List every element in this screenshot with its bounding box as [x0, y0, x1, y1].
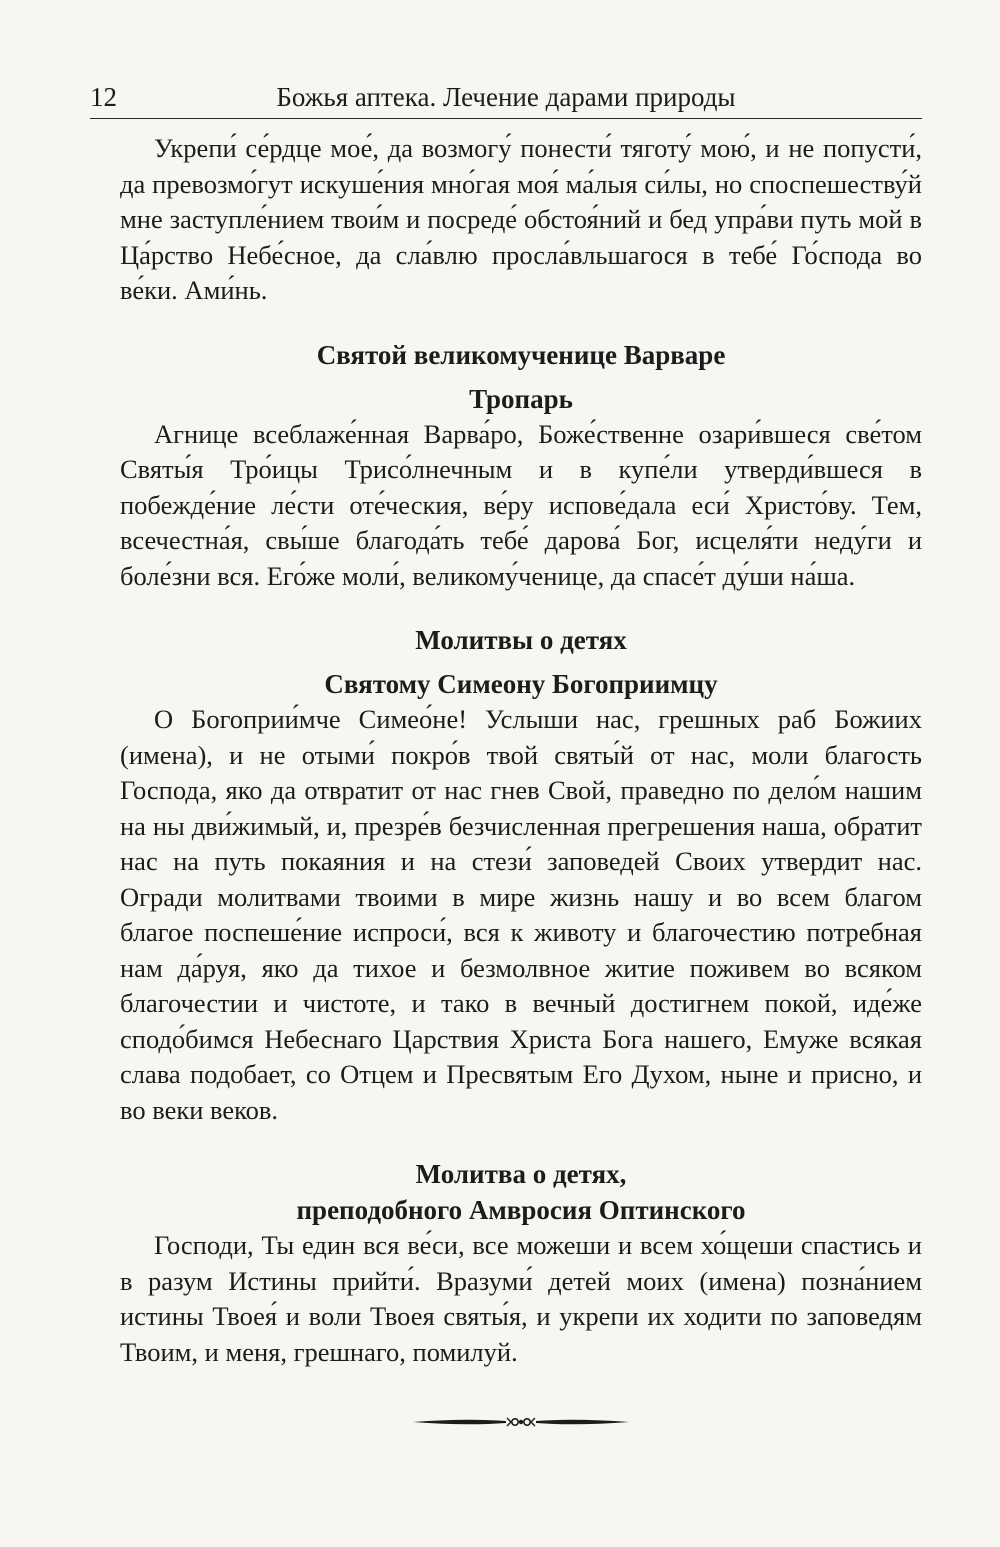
section-title-ambrose-line2: преподобного Амвросия Оптинского	[296, 1195, 746, 1225]
ambrose-prayer-paragraph: Господи, Ты един вся ве́си, все можеши и всем хо́щеши спастись и в разум Истины прийти́. Вразуми́ детей моих (имена) позна́нием истины Твоея́ и воли Твоея святы́я, и укрепи их ходити по заповедям Твоим, и меня, грешнаго, помилуй.	[120, 1230, 922, 1367]
section-title-prayers-for-children: Молитвы о детях	[415, 625, 627, 655]
page-number: 12	[90, 82, 117, 112]
running-head	[90, 78, 922, 119]
simeon-prayer-paragraph: О Богоприи́мче Симео́не! Услыши нас, грешных раб Божиих (имена), и не отыми́ покро́в твой святы́й от нас, моли благость Господа, яко да отвратит от нас гнев Свой, праведно по дело́м нашим на ны дви́жимый, и, презре́в безчисленная прегрешения наша, обратит нас на путь покаяния и на стези́ заповедей Своих утвердит нас. Огради молитвами твоими в мире жизнь нашу и во всем благом благое поспеше́ние испроси́, вся к животу и благочестию потребная нам да́руя, яко да тихое и безмолвное житие поживем во всяком благочестии и чистоте, и тако в вечный достигнем покой, иде́же сподо́бимся Небеснаго Царствия Христа Бога нашего, Емуже всякая слава подобает, со Отцем и Пресвятым Его Духом, ныне и присно, и во веки веков.	[120, 704, 922, 1125]
section-title-varvara: Святой великомученице Варваре	[316, 339, 726, 370]
section-subtitle-simeon: Святому Симеону Богоприимцу	[324, 669, 718, 699]
section-subtitle-troparion: Тропарь	[469, 383, 573, 414]
running-title: Божья аптека. Лечение дарами природы	[276, 82, 736, 112]
intro-paragraph: Укрепи́ се́рдце мое́, да возмогу́ понести́ тяготу́ мою́, и не попусти́, да превозмо́гут искуше́ния мно́гая моя́ ма́лыя си́лы, но споспешеству́й мне заступле́нием твои́м и посреде́ обстоя́ний и бед упра́ви путь мой в Ца́рство Небе́сное, да сла́влю просла́вльшагося в тебе́ Го́спода во ве́ки. Ами́нь.	[120, 133, 922, 305]
ornamental-divider-icon	[411, 1412, 631, 1432]
troparion-paragraph: Агнице всеблаже́нная Варва́ро, Боже́ственне озари́вшеся све́том Святы́я Тро́ицы Трисо́лнечным и в купе́ли утверди́вшеся в побежде́ние ле́сти оте́ческия, ве́ру испове́дала еси́ Христо́ву. Тем, всечестна́я, свы́ше благода́ть тебе́ дарова́ Бог, исцеля́ти неду́ги и боле́зни вся. Его́же моли́, великому́ченице, да спасе́т ду́ши на́ша.	[120, 418, 922, 591]
section-title-ambrose-line1: Молитва о детях,	[415, 1159, 627, 1189]
page-body	[90, 131, 922, 1432]
